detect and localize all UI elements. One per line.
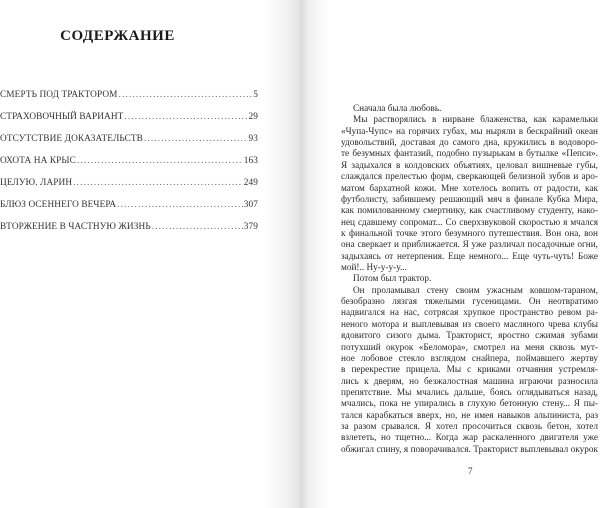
text-line: ное лобовое стекло взглядом снайпера, поймавшего жертву bbox=[341, 353, 598, 364]
right-page-text bbox=[300, 0, 600, 508]
text-line: те безумных фантазий, подобно пузырькам в бутылке «Пепси». bbox=[341, 149, 598, 160]
text-line: тался карабкаться вверх, но, не имея навыков альпиниста, раз bbox=[341, 410, 598, 421]
toc-entry-page: 29 bbox=[248, 112, 258, 122]
toc-entry-page: 379 bbox=[243, 222, 258, 232]
toc-entry-title: ЦЕЛУЮ. ЛАРИН bbox=[0, 178, 73, 188]
text-line: она сверкает и приближается. Я уже различал посадочные огни, bbox=[341, 240, 598, 251]
toc-entry-page: 307 bbox=[243, 200, 258, 210]
text-line: как помилованному смертнику, как счастливому студенту, нако- bbox=[341, 206, 598, 217]
table-of-contents bbox=[0, 90, 258, 244]
text-line: безобразно лязгая тяжелыми гусеницами. Он неотвратимо bbox=[341, 297, 598, 308]
text-line: матом бархатной кожи. Мне хотелось вопить от радости, как bbox=[341, 183, 598, 194]
toc-entry-page: 249 bbox=[243, 178, 258, 188]
toc-leader-dots bbox=[73, 178, 243, 188]
text-line: нец сдавшему сопромат... Со сверхзвуковой скоростью я мчался bbox=[341, 217, 598, 228]
text-line: слаждался прелестью форм, сверкающей белизной зубов и аро- bbox=[341, 172, 598, 183]
text-line: «Чупа-Чупс» на горячих губах, мы ныряли в бескрайний океан bbox=[341, 126, 598, 137]
text-line: к финальной точке этого безумного путешествия. Вон она, вон bbox=[341, 228, 598, 239]
text-line: обжигал спину, я поворачивался. Тракторист выплевывал окурок bbox=[341, 444, 598, 455]
toc-entry[interactable] bbox=[0, 134, 258, 156]
text-line: Сначала была любовь. bbox=[353, 104, 442, 114]
text-line: потухший окурок «Беломора», смотрел на меня сквозь мут- bbox=[341, 342, 598, 353]
toc-entry[interactable] bbox=[0, 112, 258, 134]
text-line: в перекрестие прицела. Мы с криками отчаяния устремля- bbox=[341, 365, 598, 376]
toc-entry[interactable] bbox=[0, 222, 258, 244]
text-line: задыхаясь от нетерпения. Еще немного... Еще чуть-чуть! Боже bbox=[341, 251, 598, 262]
text-line: препятствие. Мы мчались дальше, боясь оглядываться назад, bbox=[341, 387, 598, 398]
text-line: ядовитого сизого дыма. Тракторист, яростно сжимая зубами bbox=[341, 331, 598, 342]
text-line: удовольствий, доставая до самого дна, кружились в водоворо- bbox=[341, 138, 598, 149]
toc-entry[interactable] bbox=[0, 90, 258, 112]
text-line: Мы растворялись в нирване блаженства, как карамельки bbox=[353, 115, 598, 126]
toc-entry[interactable] bbox=[0, 178, 258, 200]
toc-entry-page: 93 bbox=[248, 134, 258, 144]
toc-leader-dots bbox=[144, 134, 248, 144]
text-line: футболисту, забившему решающий мяч в финале Кубка Мира, bbox=[341, 194, 598, 205]
toc-entry[interactable] bbox=[0, 156, 258, 178]
text-line: Потом был трактор. bbox=[353, 274, 432, 285]
toc-entry-title: СМЕРТЬ ПОД ТРАКТОРОМ bbox=[0, 90, 118, 100]
text-line: мой!.. Ну-у-у-у... bbox=[341, 263, 407, 274]
toc-leader-dots bbox=[77, 156, 243, 166]
text-line: за разом срывался. Я хотел просочиться сквозь бетон, хотел bbox=[341, 422, 598, 433]
text-line: мчались, пока не упирались в глухую бетонную стену... Я пы- bbox=[341, 399, 598, 410]
toc-leader-dots bbox=[119, 90, 253, 100]
chapter-body-text bbox=[341, 104, 598, 456]
toc-entry-title: ВТОРЖЕНИЕ В ЧАСТНУЮ ЖИЗНЬ bbox=[0, 222, 151, 232]
page-number: 7 bbox=[468, 466, 473, 476]
toc-entry-page: 163 bbox=[243, 156, 258, 166]
toc-leader-dots bbox=[124, 112, 247, 122]
text-line: неного мотора и выплевывая из своего масляного чрева клубы bbox=[341, 319, 598, 330]
toc-entry-title: СТРАХОВОЧНЫЙ ВАРИАНТ bbox=[0, 112, 124, 122]
text-line: Я задыхался в колдовских объятиях, целовал вишневые губы, bbox=[341, 160, 598, 171]
toc-title: СОДЕРЖАНИЕ bbox=[60, 28, 175, 44]
text-line: лись к дверям, но безжалостная машина играючи разносила bbox=[341, 376, 598, 387]
toc-leader-dots bbox=[152, 222, 243, 232]
toc-entry[interactable] bbox=[0, 200, 258, 222]
toc-entry-title: ОХОТА НА КРЫС bbox=[0, 156, 76, 166]
text-line: Он проламывал стену своим ужасным ковшом-тараном, bbox=[353, 285, 598, 296]
toc-leader-dots bbox=[117, 200, 243, 210]
toc-entry-title: БЛЮЗ ОСЕННЕГО ВЕЧЕРА bbox=[0, 200, 117, 210]
toc-entry-title: ОТСУТСТВИЕ ДОКАЗАТЕЛЬСТВ bbox=[0, 134, 143, 144]
text-line: надвигался на нас, сотрясая хрупкое пространство ревом ра- bbox=[341, 308, 598, 319]
text-line: взлететь, но тщетно... Когда жар раскаленного двигателя уже bbox=[341, 433, 598, 444]
toc-entry-page: 5 bbox=[253, 90, 258, 100]
